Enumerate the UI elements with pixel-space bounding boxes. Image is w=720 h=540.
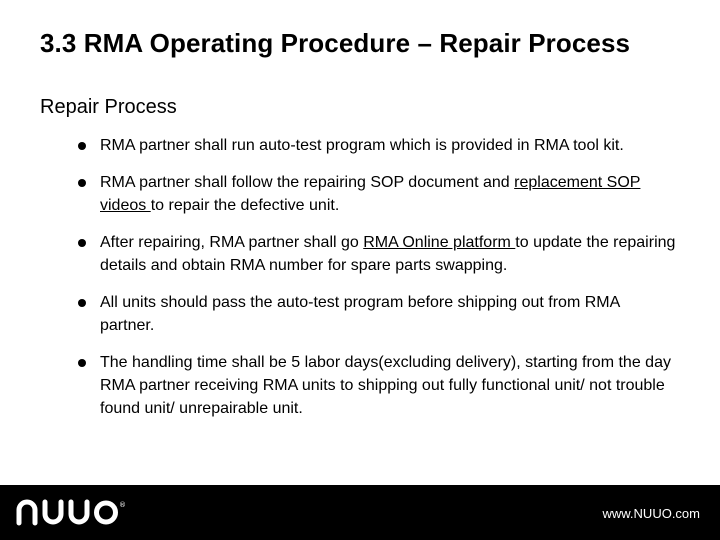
bullet-item-4 xyxy=(78,291,678,337)
website-link[interactable]: www.NUUO.com xyxy=(602,506,700,521)
nuuo-logo xyxy=(15,498,127,531)
bullet-list xyxy=(78,134,678,434)
bullet-dot-icon xyxy=(78,239,86,247)
bullet-dot-icon xyxy=(78,179,86,187)
bullet-text: RMA partner shall follow the repairing SOP document and xyxy=(100,174,515,191)
bullet-text-after: to repair the defective unit. xyxy=(150,197,340,214)
footer-bar xyxy=(0,485,720,540)
bullet-text: All units should pass the auto-test program before shipping out from RMA partner. xyxy=(100,294,620,334)
slide-title: 3.3 RMA Operating Procedure – Repair Process xyxy=(40,28,631,58)
replacement-sop-videos-link[interactable]: replacement SOP videos xyxy=(100,174,641,214)
bullet-dot-icon xyxy=(78,299,86,307)
bullet-item-1 xyxy=(78,134,678,157)
bullet-item-2 xyxy=(78,171,678,217)
bullet-dot-icon xyxy=(78,359,86,367)
bullet-text: After repairing, RMA partner shall go xyxy=(100,234,364,251)
rma-online-platform-link[interactable]: RMA Online platform xyxy=(363,234,516,251)
registered-mark: ® xyxy=(119,501,126,509)
bullet-dot-icon xyxy=(78,142,86,150)
section-heading: Repair Process xyxy=(40,96,177,118)
bullet-item-5 xyxy=(78,351,678,420)
bullet-text: RMA partner shall run auto-test program which is provided in RMA tool kit. xyxy=(100,137,624,154)
bullet-text-after: to update the repairing details and obtain RMA number for spare parts swapping. xyxy=(100,234,676,274)
bullet-item-3 xyxy=(78,231,678,277)
bullet-text: The handling time shall be 5 labor days(excluding delivery), starting from the day RMA partner receiving RMA units to shipping out fully functional unit/ not trouble found unit/ unrepairable unit. xyxy=(100,354,671,417)
